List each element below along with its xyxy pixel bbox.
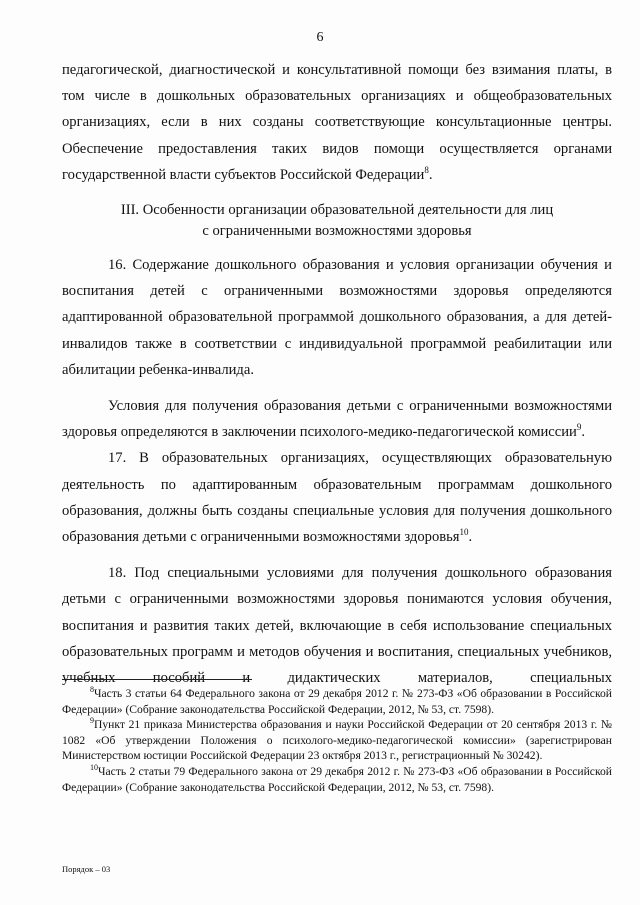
footnotes xyxy=(62,686,612,795)
paragraph-end: . xyxy=(468,529,473,546)
page-footer: Порядок – 03 xyxy=(62,864,111,874)
section-heading xyxy=(62,200,612,242)
footnote-8 xyxy=(62,686,612,717)
paragraph-17 xyxy=(62,445,612,550)
page-number: 6 xyxy=(316,30,324,45)
footnote-ref[interactable]: 10 xyxy=(459,527,469,538)
paragraph-16b xyxy=(62,393,612,445)
heading-line-1: III. Особенности организации образовательной деятельности для лиц xyxy=(120,202,554,219)
paragraph-16: 16. Содержание дошкольного образования и условия организации обучения и воспитания детей с ограниченными возможностями здоровья определяются адаптированной образовательной программой дошкольного образования, а для детей-инвалидов также в соответствии с индивидуальной программой реабилитации или абилитации ребенка-инвалида. xyxy=(62,257,612,378)
footnote-text: Часть 3 статьи 64 Федерального закона от 29 декабря 2012 г. № 273-ФЗ «Об образовании в Российской Федерации» (Собрание законодательства Российской Федерации, 2012, № 53, ст. 7598). xyxy=(62,687,612,716)
paragraph-text: педагогической, диагностической и консультативной помощи без взимания платы, в том числе в дошкольных образовательных организациях и общеобразовательных организациях, если в них созданы соответствующие консультационные центры. Обеспечение предоставления таких видов помощи осуществляется органами государственной власти субъектов Российской Федерации xyxy=(62,62,612,183)
footnote-text: Часть 2 статьи 79 Федерального закона от 29 декабря 2012 г. № 273-ФЗ «Об образовании в Российской Федерации» (Собрание законодательства Российской Федерации, 2012, № 53, ст. 7598). xyxy=(62,764,612,794)
heading-line-2: с ограниченными возможностями здоровья xyxy=(202,223,472,240)
paragraph-text: Условия для получения образования детьми с ограниченными возможностями здоровья определяются в заключении психолого-медико-педагогической комиссии xyxy=(62,398,612,441)
footnote-10 xyxy=(62,764,612,795)
footnote-mark: 9 xyxy=(90,716,94,726)
footnote-mark: 8 xyxy=(90,685,94,695)
footnote-mark: 10 xyxy=(90,763,98,773)
body-text xyxy=(62,57,612,691)
paragraph-end: . xyxy=(581,424,585,441)
footnote-ref[interactable]: 8 xyxy=(424,164,429,175)
footnote-text: Пункт 21 приказа Министерства образования и науки Российской Федерации от 20 сентября 2013 г. № 1082 «Об утверждении Положения о психолого-медико-педагогической комиссии» (зарегистрирован Министерством юстиции Российской Федерации 23 октября 2013 г., регистрационный № 30242). xyxy=(62,718,612,763)
footnote-divider xyxy=(62,679,252,680)
paragraph-end: . xyxy=(428,166,433,183)
footnote-9 xyxy=(62,717,612,764)
paragraph-18: 18. Под специальными условиями для получения дошкольного образования детьми с ограниченными возможностями здоровья понимаются условия обучения, воспитания и развития таких детей, включающие в себя использование специальных образовательных программ и методов обучения и воспитания, специальных учебников, учебных пособий и дидактических материалов, специальных xyxy=(62,565,612,687)
paragraph-continuation xyxy=(62,57,612,188)
footnote-ref[interactable]: 9 xyxy=(576,422,582,433)
paragraph-text: 17. В образовательных организациях, осуществляющих образовательную деятельность по адаптированным образовательным программам дошкольного образования, должны быть созданы специальные условия для получения дошкольного образования детьми с ограниченными возможностями здоровья xyxy=(62,450,612,546)
